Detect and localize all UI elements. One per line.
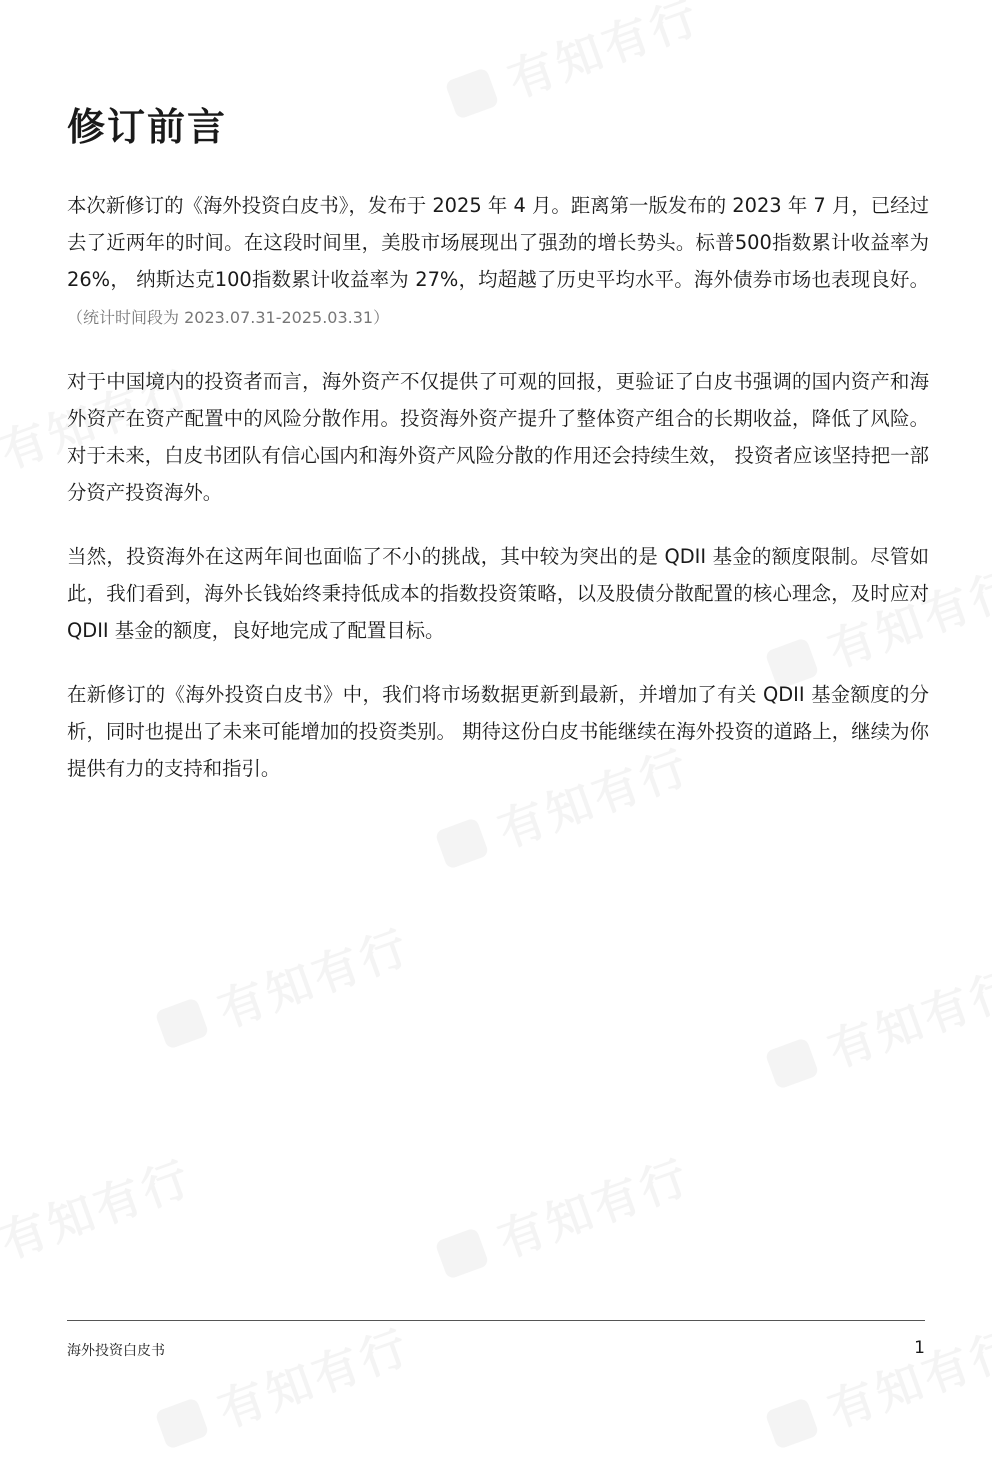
watermark-logo-icon — [764, 1397, 819, 1450]
watermark-text — [498, 0, 709, 111]
watermark — [150, 1310, 419, 1462]
paragraph: 对于中国境内的投资者而言，海外资产不仅提供了可观的回报，更验证了白皮书强调的国内资产和海外资产在资产配置中的风险分散作用。投资海外资产提升了整体资产组合的长期收益，降低了风险。 对于未来，白皮书团队有信心国内和海外资产风险分散的作用还会持续生效， 投资者应该坚持把一部分资产投资海外。 — [67, 370, 929, 504]
watermark-logo-icon — [764, 1037, 819, 1090]
watermark — [150, 910, 419, 1062]
watermark-logo-icon — [434, 1227, 489, 1280]
watermark-text — [488, 1140, 699, 1270]
watermark-text — [818, 950, 992, 1080]
watermark — [440, 0, 709, 132]
watermark-logo-icon — [154, 997, 209, 1050]
footer-document-title: 海外投资白皮书 — [67, 1343, 165, 1359]
footer-divider — [67, 1320, 925, 1321]
watermark-logo-icon — [434, 817, 489, 870]
watermark-logo-icon — [444, 67, 499, 120]
watermark-text — [208, 1310, 419, 1440]
watermark-text — [0, 1142, 201, 1272]
watermark — [760, 1310, 992, 1462]
body-text — [67, 187, 929, 814]
paragraph-text: 本次新修订的《海外投资白皮书》，发布于 2025 年 4 月。距离第一版发布的 2023 年 7 月，已经过去了近两年的时间。在这段时间里，美股市场展现出了强劲的增长势头。标普500指数累计收益率为 26%， 纳斯达克100指数累计收益率为 27%，均超越了历史平均水平。海外债券市场也表现良好。 — [67, 194, 929, 291]
watermark-text — [818, 1310, 992, 1440]
watermark — [760, 950, 992, 1102]
statistics-period-note: （统计时间段为 2023.07.31-2025.03.31） — [67, 308, 390, 327]
page-number: 1 — [914, 1338, 925, 1358]
watermark-logo-icon — [154, 1397, 209, 1450]
watermark — [430, 1140, 699, 1292]
page-title: 修订前言 — [67, 105, 228, 149]
watermark — [0, 1142, 201, 1272]
paragraph: 在新修订的《海外投资白皮书》中，我们将市场数据更新到最新，并增加了有关 QDII 基金额度的分析，同时也提出了未来可能增加的投资类别。 期待这份白皮书能继续在海外投资的道路上，继续为你提供有力的支持和指引。 — [67, 683, 929, 780]
watermark-text — [208, 910, 419, 1040]
paragraph — [67, 187, 929, 336]
paragraph: 当然，投资海外在这两年间也面临了不小的挑战，其中较为突出的是 QDII 基金的额度限制。尽管如此，我们看到，海外长钱始终秉持低成本的指数投资策略，以及股债分散配置的核心理念，及时应对 QDII 基金的额度，良好地完成了配置目标。 — [67, 545, 929, 642]
